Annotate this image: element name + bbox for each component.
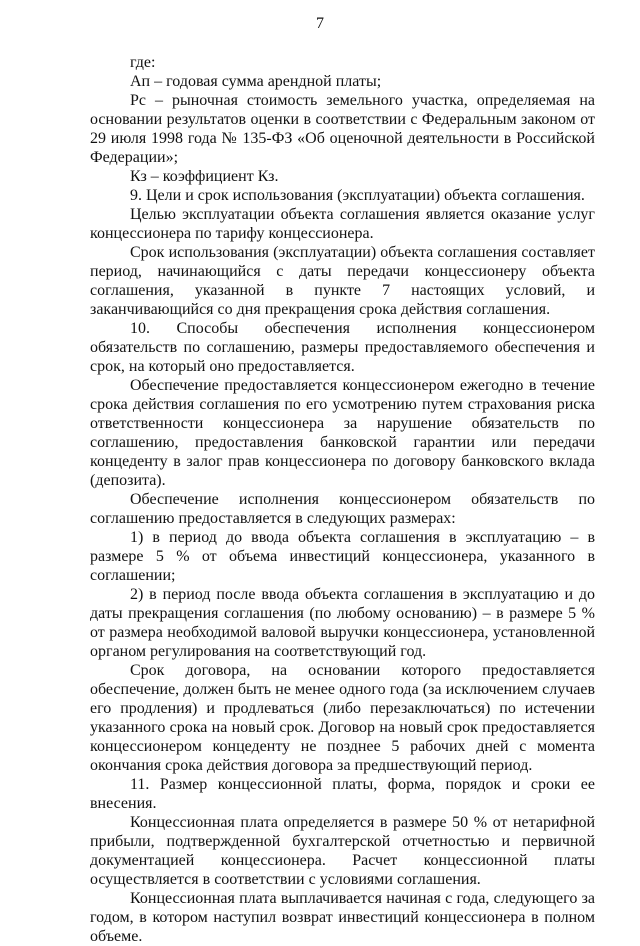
document-body [90, 53, 595, 946]
paragraph: Срок использования (эксплуатации) объекта соглашения составляет период, начинающийся с даты передачи концессионеру объекта соглашения, указанной в пункте 7 настоящих условий, и заканчивающийся со дня прекращения срока действия соглашения. [90, 244, 595, 318]
definition-ap: Ап – годовая сумма арендной платы; [130, 73, 382, 90]
section-heading-9: 9. Цели и срок использования (эксплуатации) объекта соглашения. [130, 187, 585, 204]
paragraph: Обеспечение предоставляется концессионером ежегодно в течение срока действия соглашения по его усмотрению путем страхования риска ответственности концессионера за нарушение обязательств по соглашению, предоставления банковской гарантии или передачи концеденту в залог прав концессионера по договору банковского вклада (депозита). [90, 377, 595, 489]
list-item-2: 2) в период после ввода объекта соглашения в эксплуатацию и до даты прекращения соглашения (по любому основанию) – в размере 5 % от размера необходимой валовой выручки концессионера, установленной органом регулирования на соответствующий год. [90, 586, 595, 660]
section-heading-10: 10. Способы обеспечения исполнения концессионером обязательств по соглашению, размеры предоставляемого обеспечения и срок, на который оно предоставляется. [90, 320, 595, 375]
paragraph: Концессионная плата выплачивается начиная с года, следующего за годом, в котором наступил возврат инвестиций концессионера в полном объеме. [90, 890, 595, 945]
page-number: 7 [316, 15, 324, 32]
paragraph: Обеспечение исполнения концессионером обязательств по соглашению предоставляется в следующих размерах: [90, 491, 595, 527]
list-item-1: 1) в период до ввода объекта соглашения в эксплуатацию – в размере 5 % от объема инвестиций концессионера, указанного в соглашении; [90, 529, 595, 584]
definition-kz: Кз – коэффициент Кз. [130, 168, 279, 185]
paragraph: Целью эксплуатации объекта соглашения является оказание услуг концессионера по тарифу концессионера. [90, 206, 595, 242]
section-heading-11: 11. Размер концессионной платы, форма, порядок и сроки ее внесения. [90, 776, 595, 812]
definition-rs: Рс – рыночная стоимость земельного участка, определяемая на основании результатов оценки в соответствии с Федеральным законом от 29 июля 1998 года № 135-ФЗ «Об оценочной деятельности в Российской Федерации»; [90, 92, 595, 166]
paragraph: Концессионная плата определяется в размере 50 % от нетарифной прибыли, подтвержденной бухгалтерской отчетностью и первичной документацией концессионера. Расчет концессионной платы осуществляется в соответствии с условиями соглашения. [90, 814, 595, 888]
paragraph-intro: где: [130, 54, 156, 71]
paragraph: Срок договора, на основании которого предоставляется обеспечение, должен быть не менее одного года (за исключением случаев его продления) и продлеваться (либо перезаключаться) по истечении указанного срока на новый срок. Договор на новый срок предоставляется концессионером концеденту не позднее 5 рабочих дней с момента окончания срока действия договора за предшествующий период. [90, 662, 595, 774]
